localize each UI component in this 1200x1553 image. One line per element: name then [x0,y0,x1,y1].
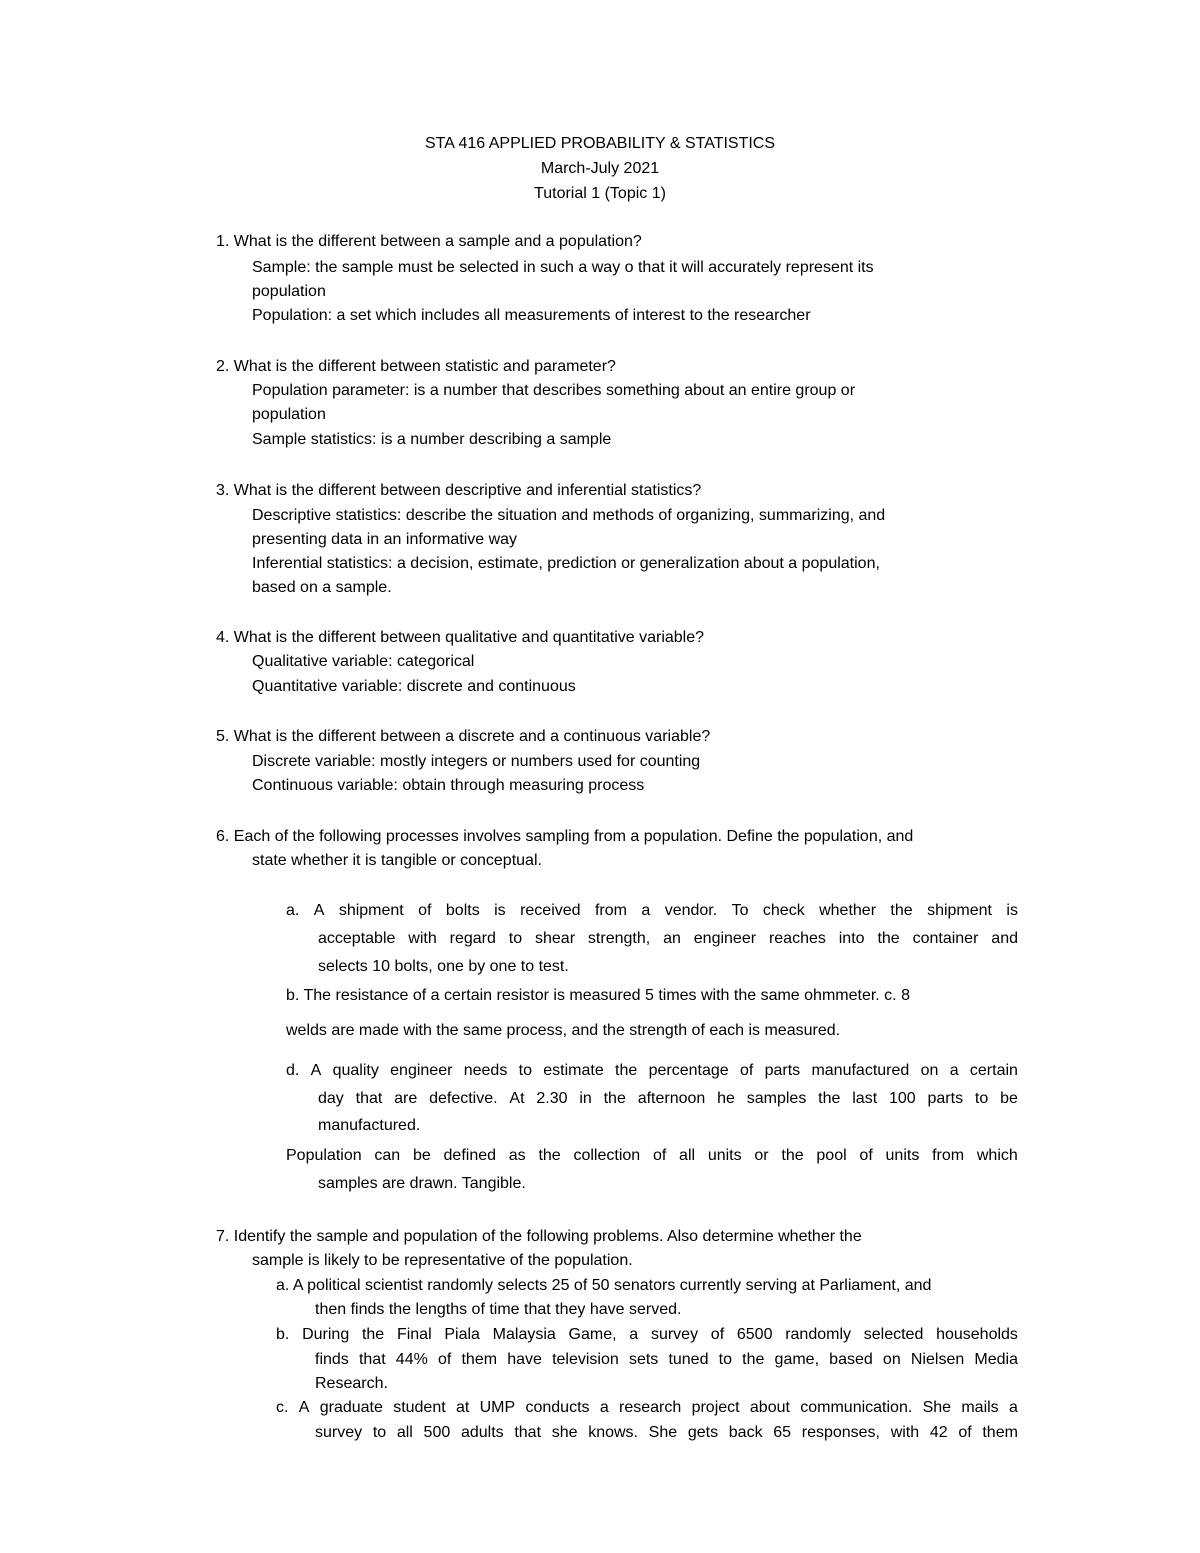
word: an [663,930,681,947]
q6-answer-line1 [286,1144,1018,1168]
word: a [629,1326,639,1343]
word: Final [396,1326,432,1343]
word: regard [449,930,496,947]
word: to [518,1062,532,1079]
word: all [679,1147,696,1164]
word: a [949,1062,959,1079]
word: randomly [785,1326,852,1343]
word: of [958,1424,972,1441]
word: defined [443,1147,497,1164]
word: game, [774,1351,820,1368]
word: sets [628,1351,659,1368]
word: During [302,1326,350,1343]
word: b. [276,1326,290,1343]
word: graduate [319,1399,383,1416]
word: A [313,902,325,919]
q3-desc-line1: Descriptive statistics: describe the situation and methods of organizing, summarizing, and [252,507,886,524]
q6d-line2 [318,1087,1018,1111]
q7-line2: sample is likely to be representative of the population. [252,1252,633,1269]
word: UMP [479,1399,516,1416]
word: Nielsen [910,1351,965,1368]
word: the [818,1090,841,1107]
word: samples [746,1090,807,1107]
word: selected [863,1326,924,1343]
word: that [514,1424,542,1441]
word: with [890,1424,920,1441]
word: quality [332,1062,379,1079]
word: check [762,902,805,919]
q1-sample-line1: Sample: the sample must be selected in such a way o that it will accurately represent its [252,259,874,276]
word: on [920,1062,939,1079]
word: 65 [773,1424,792,1441]
word: from [932,1147,965,1164]
q1-question: 1. What is the different between a sample and a population? [216,233,642,250]
word: that [358,1351,386,1368]
word: which [976,1147,1018,1164]
q6-line1: 6. Each of the following processes involves sampling from a population. Define the population, and [216,828,914,845]
q7b-line3: Research. [315,1375,388,1392]
word: to [508,930,523,947]
word: about [749,1399,790,1416]
word: c. [276,1399,289,1416]
word: collection [573,1147,641,1164]
word: survey [315,1424,363,1441]
word: are [394,1090,418,1107]
word: back [728,1424,763,1441]
q5-discrete: Discrete variable: mostly integers or numbers used for counting [252,753,701,770]
word: that [355,1090,383,1107]
q5-question: 5. What is the different between a discrete and a continuous variable? [216,728,711,745]
word: at [455,1399,470,1416]
word: the [603,1090,626,1107]
word: mails [961,1399,999,1416]
word: 2.30 [536,1090,568,1107]
word: a [1008,1399,1018,1416]
word: shipment [338,902,404,919]
word: day [318,1090,344,1107]
word: reaches [768,930,826,947]
word: have [507,1351,542,1368]
word: certain [969,1062,1018,1079]
word: adults [460,1424,504,1441]
word: units [707,1147,742,1164]
word: of [739,1062,754,1079]
word: based [829,1351,873,1368]
word: to [718,1351,732,1368]
q7a-line2: then finds the lengths of time that they have served. [315,1301,682,1318]
word: knows. [588,1424,638,1441]
q4-qualitative: Qualitative variable: categorical [252,653,475,670]
word: and [991,930,1018,947]
word: shipment [927,902,992,919]
word: She [922,1399,952,1416]
word: the [615,1062,638,1079]
q7-line1: 7. Identify the sample and population of the following problems. Also determine whether the [216,1228,862,1245]
word: received [520,902,581,919]
word: At [509,1090,525,1107]
word: whether [819,902,877,919]
word: them [982,1424,1018,1441]
q3-inf-line2: based on a sample. [252,579,392,596]
word: responses, [801,1424,880,1441]
word: is [1006,902,1018,919]
word: of [418,902,432,919]
q2-question: 2. What is the different between statistic and parameter? [216,358,616,375]
word: Game, [568,1326,617,1343]
word: needs [463,1062,508,1079]
word: all [396,1424,413,1441]
word: gets [687,1424,719,1441]
word: a [599,1399,609,1416]
q6c-line: welds are made with the same process, and the strength of each is measured. [286,1022,841,1039]
word: A [298,1399,310,1416]
word: to [372,1424,387,1441]
word: d. [286,1062,300,1079]
word: of [710,1326,725,1343]
word: A [310,1062,322,1079]
word: student [393,1399,446,1416]
word: he [717,1090,735,1107]
word: 44% [395,1351,428,1368]
word: survey [650,1326,699,1343]
word: Population [286,1147,362,1164]
q7a-line1: a. A political scientist randomly selects 25 of 50 senators currently serving at Parliament, and [276,1277,932,1294]
q7c-line1 [276,1396,1018,1420]
word: shear [535,930,576,947]
word: engineer [693,930,757,947]
word: can [374,1147,401,1164]
word: Malaysia [492,1326,556,1343]
word: to [974,1090,989,1107]
word: Piala [444,1326,480,1343]
word: from [594,902,627,919]
word: the [538,1147,561,1164]
word: she [551,1424,578,1441]
word: afternoon [637,1090,706,1107]
word: She [648,1424,678,1441]
q5-continuous: Continuous variable: obtain through measuring process [252,777,645,794]
word: a [641,902,651,919]
word: into [838,930,865,947]
word: the [742,1351,765,1368]
q7c-line2 [315,1421,1018,1445]
word: vendor. [664,902,718,919]
tutorial-line: Tutorial 1 (Topic 1) [534,185,666,202]
word: container [912,930,979,947]
word: 500 [423,1424,451,1441]
q6d-line3: manufactured. [318,1117,421,1134]
word: To [731,902,749,919]
q1-population: Population: a set which includes all measurements of interest to the researcher [252,307,811,324]
q7b-line1 [276,1323,1018,1347]
q1-sample-line2: population [252,283,326,300]
word: finds [315,1351,349,1368]
word: the [781,1147,804,1164]
q4-quantitative: Quantitative variable: discrete and continuous [252,678,576,695]
q2-param-line2: population [252,406,326,423]
word: defective. [429,1090,498,1107]
q3-inf-line1: Inferential statistics: a decision, estimate, prediction or generalization about a population, [252,555,880,572]
word: research [619,1399,682,1416]
word: communication. [800,1399,913,1416]
word: with [408,930,437,947]
q7b-line2 [315,1348,1018,1372]
q6-answer-line2: samples are drawn. Tangible. [318,1175,526,1192]
word: television [552,1351,619,1368]
course-title: STA 416 APPLIED PROBABILITY & STATISTICS [424,135,776,152]
q6-line2: state whether it is tangible or conceptual. [252,852,542,869]
word: Media [974,1351,1018,1368]
q6d-line1 [286,1059,1018,1083]
word: acceptable [318,930,396,947]
word: 6500 [736,1326,773,1343]
word: tuned [668,1351,709,1368]
q6b-line: b. The resistance of a certain resistor is measured 5 times with the same ohmmeter. c. 8 [286,987,910,1004]
word: 100 [888,1090,916,1107]
word: be [412,1147,431,1164]
word: 42 [929,1424,948,1441]
word: in [579,1090,592,1107]
word: manufactured [811,1062,910,1079]
word: strength, [587,930,651,947]
q3-question: 3. What is the different between descriptive and inferential statistics? [216,482,702,499]
word: be [1000,1090,1018,1107]
q2-param-line1: Population parameter: is a number that describes something about an entire group or [252,382,856,399]
word: the [361,1326,385,1343]
word: the [877,930,900,947]
word: is [494,902,506,919]
word: pool [816,1147,847,1164]
word: last [852,1090,878,1107]
word: estimate [543,1062,604,1079]
word: percentage [648,1062,729,1079]
word: of [652,1147,667,1164]
q6a-line2 [318,927,1018,951]
word: parts [764,1062,801,1079]
word: them [461,1351,498,1368]
term-line: March-July 2021 [540,160,660,177]
word: households [936,1326,1018,1343]
q4-question: 4. What is the different between qualitative and quantitative variable? [216,629,705,646]
word: units [885,1147,920,1164]
q3-desc-line2: presenting data in an informative way [252,531,518,548]
word: as [508,1147,526,1164]
q6a-line3: selects 10 bolts, one by one to test. [318,958,569,975]
word: parts [927,1090,964,1107]
word: the [890,902,913,919]
word: of [437,1351,452,1368]
word: bolts [445,902,480,919]
word: conducts [525,1399,590,1416]
q2-statistic: Sample statistics: is a number describing a sample [252,431,612,448]
q6a-line1 [286,899,1018,923]
word: on [882,1351,901,1368]
word: a. [286,902,300,919]
word: project [691,1399,740,1416]
word: or [754,1147,769,1164]
word: engineer [390,1062,453,1079]
word: of [859,1147,873,1164]
